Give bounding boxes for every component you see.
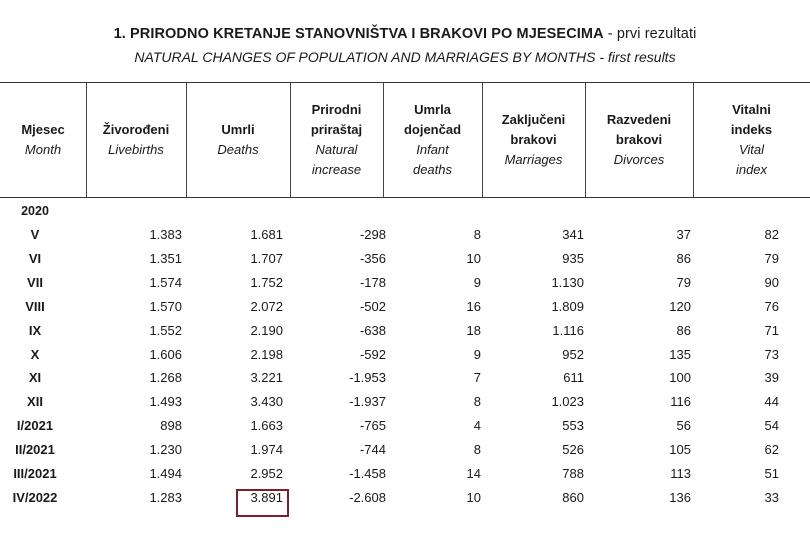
column-header-natural-increase [290,100,383,180]
infant-deaths-cell: 9 [473,346,481,362]
infant-deaths-cell: 8 [473,394,481,410]
infant-deaths-cell: 8 [473,227,481,242]
header-label-en: Livebirths [108,142,164,157]
deaths-cell: 2.190 [250,322,283,338]
column-header-month [0,120,86,160]
vital-index-cell: 62 [764,442,779,458]
livebirths-cell: 1.230 [149,442,182,458]
vital-index-cell: 73 [764,346,779,362]
livebirths-cell: 1.574 [149,274,182,290]
header-label-en: Month [24,142,62,157]
month-cell: VIII [25,298,45,314]
livebirths-cell: 1.570 [149,298,182,314]
natural-increase-cell: -1.937 [349,394,386,410]
infant-deaths-cell: 18 [466,322,481,338]
table-row [0,391,810,413]
livebirths-cell: 898 [160,418,182,434]
month-cell: VI [28,250,42,266]
header-label-en: Vital [738,142,765,157]
vital-index-cell: 76 [764,298,779,314]
livebirths-cell: 1.606 [149,346,182,362]
livebirths-cell: 1.493 [149,394,182,410]
deaths-cell: 1.681 [250,227,283,242]
marriages-cell: 526 [562,442,584,458]
infant-deaths-cell: 4 [473,418,481,434]
table-title-croatian [0,26,810,42]
marriages-cell: 1.116 [552,322,584,338]
table-row [0,320,810,342]
table-row [0,439,810,461]
natural-increase-cell: -2.608 [349,489,386,505]
divorces-cell: 86 [676,250,691,266]
vital-index-cell: 54 [764,418,779,434]
divorces-cell: 37 [676,227,691,242]
month-cell: VII [27,274,43,290]
natural-increase-cell: -178 [359,274,386,290]
deaths-cell: 1.707 [250,250,283,266]
marriages-cell: 788 [562,466,584,481]
header-label-hr: Prirodni [311,102,362,117]
marriages-cell: 341 [562,227,584,242]
vital-index-cell: 39 [764,370,779,386]
header-label-en: Deaths [217,142,259,157]
divorces-cell: 120 [669,298,691,314]
header-label-en: Natural [315,142,358,157]
vital-index-cell: 44 [764,394,779,410]
divorces-cell: 105 [669,442,691,458]
column-header-vital-index [693,100,810,180]
livebirths-cell: 1.494 [149,466,182,481]
deaths-cell: 1.663 [250,418,283,434]
header-label-en: Divorces [613,152,665,167]
natural-increase-cell: -1.953 [349,370,386,386]
natural-increase-cell: -592 [359,346,386,362]
marriages-cell: 860 [562,489,584,505]
highlight-box [236,489,289,517]
header-label-en: index [735,162,768,177]
table-row [0,415,810,437]
divorces-cell: 135 [669,346,691,362]
table-title-english: NATURAL CHANGES OF POPULATION AND MARRIAGES BY MONTHS - first results [134,49,676,65]
column-header-divorces [585,110,693,170]
vital-index-cell: 71 [764,322,779,338]
month-cell: II/2021 [15,442,55,458]
month-cell: X [30,346,40,362]
deaths-cell: 3.221 [250,370,283,386]
table-row [0,463,810,485]
infant-deaths-cell: 16 [466,298,481,314]
header-label-hr: Zaključeni [501,112,566,127]
table-row [0,272,810,294]
header-label-hr: brakovi [510,132,557,147]
month-cell: III/2021 [13,466,57,481]
title-suffix: - prvi rezultati [603,26,697,42]
header-label-hr: brakovi [615,132,663,147]
header-bottom-rule [0,197,810,198]
vital-index-cell: 90 [764,274,779,290]
month-cell: V [30,227,40,242]
deaths-cell: 2.198 [250,346,283,362]
vital-index-cell: 82 [764,227,779,242]
natural-increase-cell: -765 [359,418,386,434]
header-label-hr: Mjesec [21,122,65,137]
header-label-hr: Razvedeni [606,112,672,127]
livebirths-cell: 1.268 [149,370,182,386]
natural-increase-cell: -1.458 [349,466,386,481]
marriages-cell: 553 [562,418,584,434]
month-cell: XII [27,394,43,410]
title-main: 1. PRIRODNO KRETANJE STANOVNIŠTVA I BRAKOVI PO MJESECIMA [113,26,604,42]
divorces-cell: 56 [676,418,691,434]
livebirths-cell: 1.351 [149,250,182,266]
natural-increase-cell: -744 [359,442,386,458]
marriages-cell: 1.130 [551,274,584,290]
month-cell: IV/2022 [12,489,58,505]
header-label-hr: Vitalni [732,102,771,117]
divorces-cell: 136 [669,489,691,505]
month-cell: I/2021 [16,418,54,434]
header-label-hr: Živorođeni [102,122,170,137]
header-label-en: deaths [412,162,453,177]
table-row [0,224,810,246]
table-row [0,344,810,366]
table-row [0,296,810,318]
header-label-en: increase [311,162,362,177]
livebirths-cell: 1.552 [149,322,182,338]
marriages-cell: 1.023 [551,394,584,410]
header-label-hr: priraštaj [310,122,363,137]
natural-increase-cell: -356 [359,250,386,266]
table-row [0,487,810,509]
divorces-cell: 100 [669,370,691,386]
header-label-hr: Umrli [221,122,255,137]
column-header-livebirths [86,120,186,160]
livebirths-cell: 1.283 [149,489,182,505]
column-header-deaths [186,120,290,160]
deaths-cell: 3.430 [250,394,283,410]
infant-deaths-cell: 14 [466,466,481,481]
deaths-cell: 1.974 [250,442,283,458]
table-row [0,367,810,389]
header-label-hr: dojenčad [403,122,462,137]
divorces-cell: 113 [670,466,691,481]
marriages-cell: 611 [563,370,584,386]
divorces-cell: 116 [670,394,691,410]
marriages-cell: 1.809 [551,298,584,314]
month-cell: XI [28,370,42,386]
deaths-cell: 2.952 [250,466,283,481]
year-label: 2020 [21,204,49,218]
header-label-hr: indeks [730,122,773,137]
natural-increase-cell: -298 [359,227,386,242]
header-label-en: Infant [416,142,449,157]
divorces-cell: 86 [676,322,691,338]
marriages-cell: 935 [562,250,584,266]
vital-index-cell: 33 [764,489,779,505]
natural-increase-cell: -638 [359,322,386,338]
header-label-hr: Umrla [414,102,451,117]
vital-index-cell: 51 [764,466,779,481]
header-label-en: Marriages [504,152,563,167]
deaths-cell: 3.891 [250,489,283,505]
column-header-marriages [482,110,585,170]
divorces-cell: 79 [676,274,691,290]
natural-increase-cell: -502 [359,298,386,314]
infant-deaths-cell: 9 [473,274,481,290]
infant-deaths-cell: 7 [473,370,481,386]
deaths-cell: 2.072 [250,298,283,314]
deaths-cell: 1.752 [250,274,283,290]
livebirths-cell: 1.383 [149,227,182,242]
infant-deaths-cell: 8 [473,442,481,458]
column-header-infant-deaths [383,100,482,180]
header-top-rule [0,82,810,83]
vital-index-cell: 79 [764,250,779,266]
infant-deaths-cell: 10 [466,250,481,266]
month-cell: IX [28,322,42,338]
table-row [0,248,810,270]
marriages-cell: 952 [562,346,584,362]
infant-deaths-cell: 10 [466,489,481,505]
